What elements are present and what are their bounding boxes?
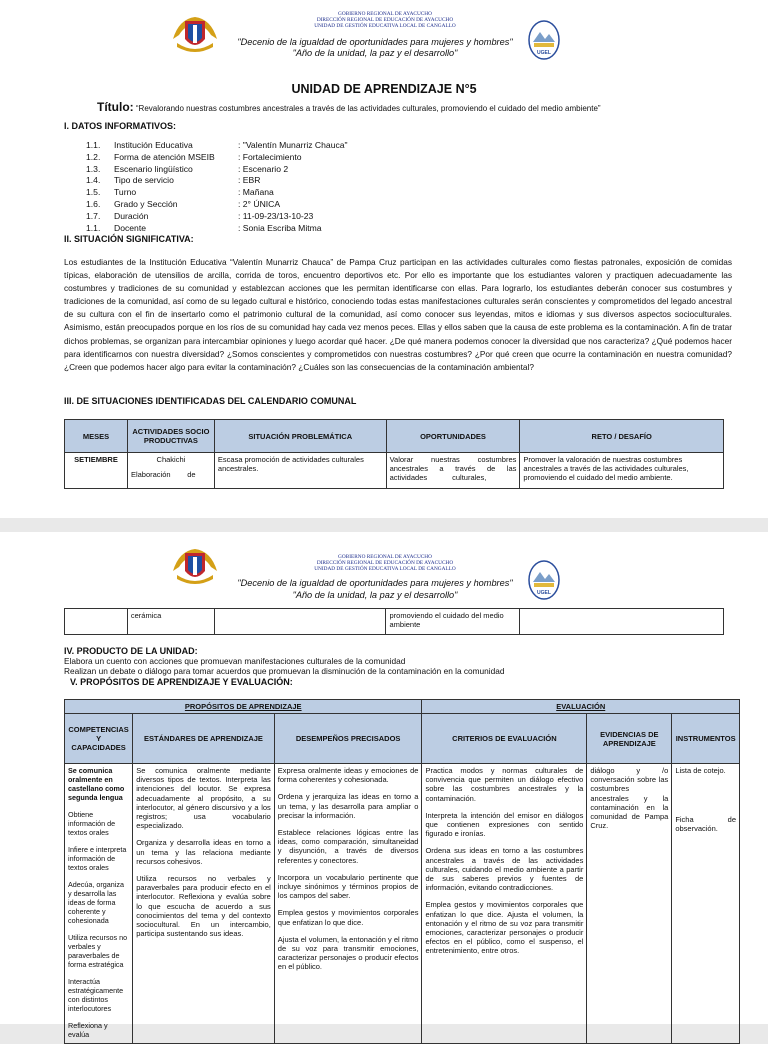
desempeno-paragraph: Incorpora un vocabulario pertinente que incluye sinónimos y términos propios de los campos del saber. — [277, 872, 419, 901]
desempeno-paragraph: Ordena y jerarquiza las ideas en torno a un tema, y las desarrolla para ampliar o precisar la información. — [277, 792, 419, 820]
cell-desempenos — [274, 764, 422, 1044]
info-num: 1.2. — [86, 151, 101, 162]
government-header-line-3: UNIDAD DE GESTIÓN EDUCATIVA LOCAL DE CANGALLO — [314, 566, 456, 572]
propositos-evaluacion-table — [64, 699, 740, 1044]
col-header-situacion: SITUACIÓN PROBLEMÁTICA — [214, 420, 386, 453]
info-row — [86, 165, 348, 175]
info-row — [86, 200, 348, 210]
ugel-logo-label: UGEL — [537, 590, 551, 596]
decade-motto: "Decenio de la igualdad de oportunidades para mujeres y hombres" — [237, 578, 513, 588]
unit-subtitle — [97, 100, 601, 114]
instrumento-item: Lista de cotejo. — [675, 766, 726, 775]
section-heading-producto: IV. PRODUCTO DE LA UNIDAD: — [64, 646, 198, 656]
government-header-line-1: GOBIERNO REGIONAL DE AYACUCHO — [338, 554, 432, 560]
table-row — [65, 453, 724, 489]
info-row — [86, 188, 348, 198]
desempeno-paragraph: Emplea gestos y movimientos corporales que enfatizan lo que dice. — [277, 908, 419, 927]
criterio-paragraph: Ordena sus ideas en torno a las costumbres ancestrales a través de las actividades culturales, cuidando el medio ambiente a partir de sus saberes previos y fuentes de información, evitando contradicciones. — [425, 846, 584, 893]
table-row — [65, 764, 740, 1044]
criterio-paragraph: Practica modos y normas culturales de convivencia que permiten un diálogo efectivo sobre las costumbres ancestrales y la contaminación. — [425, 766, 584, 803]
cell-competencias — [65, 764, 133, 1044]
info-row — [86, 212, 348, 222]
info-label: Turno — [114, 187, 137, 198]
producto-line-2: Realizan un debate o diálogo para tomar acuerdos que promuevan la disminución de la contaminación en la comunidad — [64, 666, 505, 676]
subtitle-text: “Revalorando nuestras costumbres ancestrales a través de las actividades culturales, promoviendo el cuidado del medio ambiente” — [135, 104, 601, 113]
header-evaluacion: EVALUACIÓN — [422, 700, 740, 714]
col-header-actividades: ACTIVIDADES SOCIO PRODUCTIVAS — [127, 420, 214, 453]
ugel-logo — [528, 560, 560, 600]
capacidad-item: Interactúa estratégicamente con distintos interlocutores — [68, 977, 124, 1013]
year-motto: "Año de la unidad, la paz y el desarrollo" — [292, 590, 458, 600]
page-header — [0, 532, 768, 600]
section-heading-datos: I. DATOS INFORMATIVOS: — [64, 121, 176, 131]
calendario-comunal-table — [64, 419, 724, 489]
capacidad-item: Utiliza recursos no verbales y paraverbales de forma estratégica — [68, 933, 128, 969]
cell-estandares — [133, 764, 275, 1044]
government-header-line-1: GOBIERNO REGIONAL DE AYACUCHO — [338, 11, 432, 17]
cell-evidencias: diálogo y /o conversación sobre las costumbres ancestrales y la contaminación en la comunidad de Pampa Cruz. — [587, 764, 672, 1044]
year-motto: "Año de la unidad, la paz y el desarrollo" — [292, 48, 458, 58]
estandar-paragraph: Organiza y desarrolla ideas en torno a un tema y las relaciona mediante recursos cohesivos. — [136, 838, 271, 866]
instrumento-item: Ficha de observación. — [675, 815, 736, 834]
info-num: 1.5. — [86, 187, 101, 198]
col-header-criterios: CRITERIOS DE EVALUACIÓN — [422, 714, 587, 764]
info-label: Grado y Sección — [114, 198, 178, 209]
government-header-line-3: UNIDAD DE GESTIÓN EDUCATIVA LOCAL DE CANGALLO — [314, 23, 456, 29]
info-label: Escenario lingüístico — [114, 163, 193, 174]
col-header-instrumentos: INSTRUMENTOS — [672, 714, 740, 764]
section-heading-situacion: II. SITUACIÓN SIGNIFICATIVA: — [64, 234, 194, 244]
table-row — [65, 609, 724, 635]
calendario-comunal-table-continued — [64, 608, 724, 635]
cell-actividades: cerámica — [127, 609, 214, 635]
desempeno-paragraph: Ajusta el volumen, la entonación y el ritmo de su voz para transmitir emociones, caracterizar personajes o producir efectos en el público. — [277, 934, 419, 972]
info-num: 1.1. — [86, 140, 101, 150]
ugel-logo — [528, 20, 560, 60]
info-value: : "Valentín Munarriz Chauca" — [238, 140, 348, 150]
info-row — [86, 141, 348, 151]
info-label: Docente — [114, 222, 147, 233]
cell-mes: SETIEMBRE — [65, 453, 128, 489]
info-value: : EBR — [238, 175, 261, 186]
ugel-logo-label: UGEL — [537, 50, 551, 56]
info-value: : Mañana — [238, 187, 274, 198]
subtitle-label: Título: — [97, 100, 134, 114]
capacidad-item: Infiere e interpreta información de textos orales — [68, 845, 127, 872]
page-header — [0, 0, 768, 68]
document-page-1 — [0, 0, 768, 518]
producto-line-1: Elabora un cuento con acciones que promuevan manifestaciones culturales de la comunidad — [64, 656, 406, 666]
col-header-competencias: COMPETENCIAS Y CAPACIDADES — [65, 714, 133, 764]
capacidad-item: Reflexiona y evalúa — [68, 1021, 108, 1039]
cell-instrumentos — [672, 764, 740, 1044]
info-num: 1.7. — [86, 210, 101, 221]
info-label: Tipo de servicio — [114, 175, 174, 186]
cell-oportunidad: promoviendo el cuidado del medio ambiente — [386, 609, 520, 635]
capacidad-item: Adecúa, organiza y desarrolla las ideas de forma coherente y cohesionada — [68, 880, 124, 925]
info-num: 1.6. — [86, 198, 101, 209]
actividad-line-2: Elaboración de — [130, 470, 196, 479]
capacidad-item: Obtiene información de textos orales — [68, 810, 116, 837]
info-value: : 2° ÚNICA — [238, 198, 281, 209]
section-heading-propositos: V. PROPÓSITOS DE APRENDIZAJE Y EVALUACIÓN: — [70, 677, 293, 687]
col-header-desempenos: DESEMPEÑOS PRECISADOS — [274, 714, 422, 764]
col-header-reto: RETO / DESAFÍO — [520, 420, 724, 453]
info-row — [86, 224, 348, 234]
col-header-meses: MESES — [65, 420, 128, 453]
desempeno-paragraph: Expresa oralmente ideas y emociones de forma coherentes y cohesionada. — [277, 766, 419, 785]
cell-problema: Escasa promoción de actividades culturales ancestrales. — [214, 453, 386, 489]
datos-informativos-list — [84, 139, 350, 235]
criterio-paragraph: Emplea gestos y movimientos corporales que enfatizan lo que dice. Ajusta el volumen, la entonación y el ritmo de su voz para transmitir emociones, caracterizar personajes o producir efectos en el público, como el suspenso, el entretenimiento, entre otros. — [425, 900, 584, 956]
header-propositos: PROPÓSITOS DE APRENDIZAJE — [65, 700, 422, 714]
info-row — [86, 153, 348, 163]
col-header-evidencias: EVIDENCIAS DE APRENDIZAJE — [587, 714, 672, 764]
info-value: : 11-09-23/13-10-23 — [238, 210, 314, 221]
cell-criterios — [422, 764, 587, 1044]
unit-title: UNIDAD DE APRENDIZAJE N°5 — [291, 82, 477, 96]
col-header-oportunidades: OPORTUNIDADES — [386, 420, 520, 453]
info-label: Institución Educativa — [114, 140, 193, 150]
section-heading-calendario: III. DE SITUACIONES IDENTIFICADAS DEL CALENDARIO COMUNAL — [64, 396, 357, 406]
government-header-line-2: DIRECCIÓN REGIONAL DE EDUCACIÓN DE AYACUCHO — [316, 17, 454, 23]
cell-actividades — [127, 453, 214, 489]
info-num: 1.4. — [86, 175, 101, 186]
criterio-paragraph: Interpreta la intención del emisor en diálogos que contienen expresiones con sentido figurado e ironías. — [425, 810, 584, 839]
estandar-paragraph: Utiliza recursos no verbales y paraverbales para producir efecto en el interlocutor. Reflexiona y evalúa sobre lo que escucha de acuerdo a sus conocimientos del tema y del contexto sociocultural. En un intercambio, participa sustentando sus ideas. — [136, 874, 271, 939]
info-num: 1.1. — [86, 222, 101, 233]
info-value: : Fortalecimiento — [238, 151, 302, 162]
desempeno-paragraph: Establece relaciones lógicas entre las ideas, como comparación, simultaneidad y disyunción, a través de diversos referentes y conectores. — [277, 828, 419, 865]
actividad-line-1: Chakichi — [156, 455, 186, 464]
estandar-paragraph: Se comunica oralmente mediante diversos tipos de textos. Interpreta las intenciones del locutor. Se expresa adecuadamente al propósito, a su interlocutor, al género discursivo y a los registros; usa vocabulario especializado. — [136, 766, 271, 831]
info-label: Forma de atención MSEIB — [114, 151, 215, 162]
government-header-line-2: DIRECCIÓN REGIONAL DE EDUCACIÓN DE AYACUCHO — [316, 560, 454, 566]
cell-reto: Promover la valoración de nuestras costumbres ancestrales a través de las actividades culturales, promoviendo el cuidado del medio ambiente. — [520, 453, 724, 489]
situacion-significativa-text: Los estudiantes de la Institución Educativa “Valentín Munarriz Chauca” de Pampa Cruz participan en las actividades culturales como fiestas patronales, exposición de comidas típicas, elaboración de utensilios de arcilla, corrida de toros, encuentro deportivos etc. Por ello es importante que los estudiantes valoren y practiquen adecuadamente las costumbres y tradiciones de su comunidad y establezcan acciones que les permitan identificarse con ellas. Para lograrlo, los estudiantes deberán conocer sus costumbres y tradiciones de la comunidad, así como de su legado cultural e histórico, conociendo todas estas manifestaciones culturales serán conscientes y comprometidos del legado ancestral de su cultura con el fin de insertarlo como el patrimonio cultural de la comunidad, así como conocer sus leyendas, mitos e idiomas y sus diversos aspectos socioculturales. Asimismo, están preocupados porque en los ríos de su comunidad hay cada vez menos peces. Ellas y ellos saben que la causa de este problema es la contaminación. A fin de tratar dichos problemas, se organizan para intercambiar opiniones y luego acordar qué hacer. ¿De qué manera podemos conocer la diversidad que nos caracteriza? ¿Qué podemos hacer para identificarnos con nuestra diversidad? ¿Somos conscientes y comprometidos con nuestras costumbres? ¿Por qué creen que ocurre la contaminación en nuestra comunidad? ¿Creen que podemos hacer algo para evitar la contaminación? ¿Cuáles son las consecuencias de la contaminación ambiental? — [64, 257, 732, 372]
decade-motto: "Decenio de la igualdad de oportunidades para mujeres y hombres" — [237, 37, 513, 47]
info-value: : Escenario 2 — [238, 163, 289, 174]
info-num: 1.3. — [86, 163, 101, 174]
competencia-name: Se comunica oralmente en castellano como segunda lengua — [68, 766, 125, 802]
info-value: : Sonia Escriba Mitma — [238, 222, 322, 233]
cell-oportunidad: Valorar nuestras costumbres ancestrales a través de las actividades culturales, — [386, 453, 520, 489]
info-row — [86, 176, 348, 186]
col-header-estandares: ESTÁNDARES DE APRENDIZAJE — [133, 714, 275, 764]
document-page-2 — [0, 532, 768, 1039]
info-label: Duración — [114, 210, 149, 221]
